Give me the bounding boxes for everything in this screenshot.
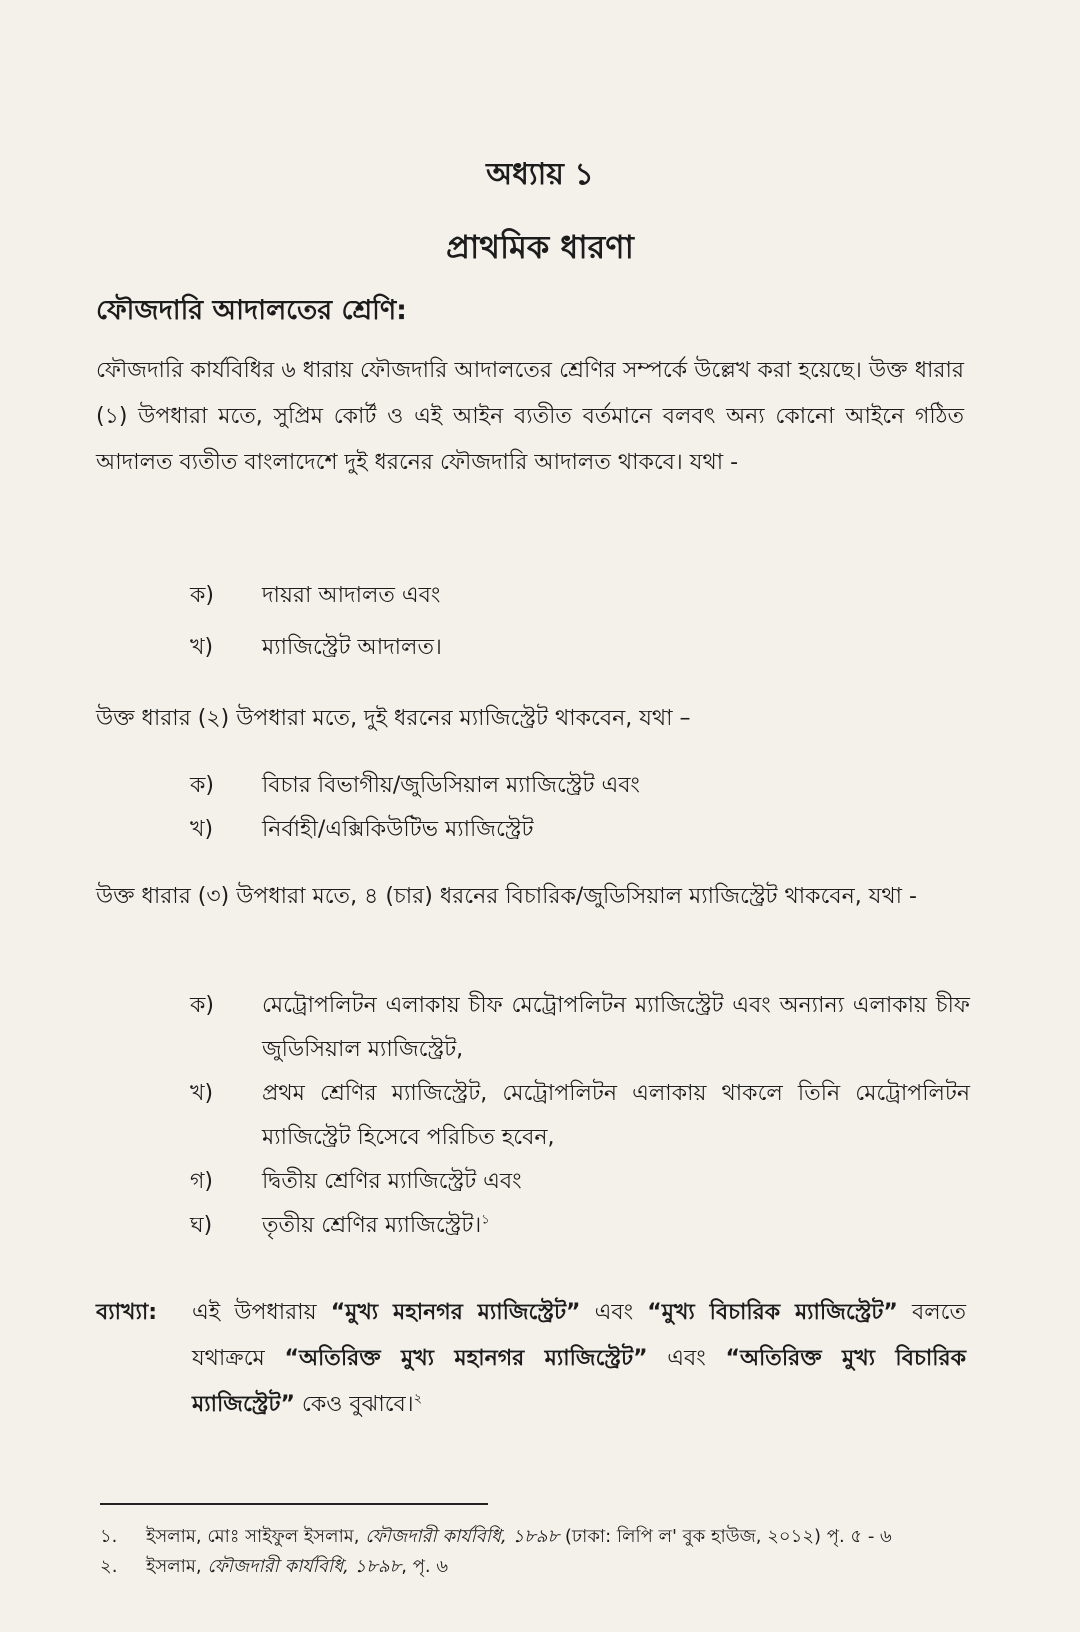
list-text [262, 1204, 970, 1248]
court-types-list [190, 574, 970, 670]
chapter-subtitle: প্রাথমিক ধারণা [446, 228, 634, 266]
magistrate-types-list [190, 764, 970, 852]
footnote-publication: (ঢাকা: লিপি ল' বুক হাউজ, ২০১২) পৃ. ৫ - ৬ [559, 1526, 892, 1547]
footnote-number: ২. [100, 1556, 118, 1577]
list-marker: ক) [190, 993, 214, 1018]
list-text: বিচার বিভাগীয়/জুডিসিয়াল ম্যাজিস্ট্রেট এবং [262, 773, 640, 798]
list-item [190, 808, 970, 852]
footnote-publication: , পৃ. ৬ [401, 1556, 449, 1577]
footnote-ref-2[interactable]: ২ [413, 1391, 423, 1407]
explanation-text: বলতে যথাক্রমে [192, 1300, 966, 1371]
list-text: ম্যাজিস্ট্রেট আদালত। [262, 635, 442, 660]
explanation-term: “মুখ্য মহানগর ম্যাজিস্ট্রেট” [330, 1300, 581, 1325]
list-marker: খ) [190, 817, 214, 842]
list-item [190, 626, 970, 670]
list-item [190, 984, 970, 1072]
list-marker: গ) [190, 1169, 214, 1194]
explanation-text: কেও বুঝাবে। [294, 1392, 414, 1417]
explanation [96, 1290, 966, 1428]
footnote-author: ইসলাম, মোঃ সাইফুল ইসলাম, [146, 1526, 366, 1547]
footnote-text [146, 1552, 448, 1582]
paragraph-3: উক্ত ধারার (৩) উপধারা মতে, ৪ (চার) ধরনের বিচারিক/জুডিসিয়াল ম্যাজিস্ট্রেট থাকবেন, যথা - [96, 884, 917, 909]
list-item [190, 1072, 970, 1160]
explanation-term: “মুখ্য বিচারিক ম্যাজিস্ট্রেট” [647, 1300, 898, 1325]
list-marker: ক) [190, 583, 214, 608]
footnote-item [100, 1552, 980, 1582]
list-text: দ্বিতীয় শ্রেণির ম্যাজিস্ট্রেট এবং [262, 1169, 522, 1194]
footnote-number: ১. [100, 1526, 118, 1547]
explanation-text: এই উপধারায় [192, 1300, 331, 1325]
footnote-author: ইসলাম, [146, 1556, 208, 1577]
footnote-book-title: ফৌজদারী কার্যবিধি, ১৮৯৮ [365, 1526, 560, 1547]
list-marker: ক) [190, 773, 214, 798]
list-item [190, 764, 970, 808]
explanation-text: এবং [647, 1346, 726, 1371]
footnote-item [100, 1522, 980, 1552]
footnote-text [146, 1522, 892, 1552]
footnotes [100, 1522, 980, 1582]
footnote-divider [100, 1503, 488, 1505]
judicial-magistrate-list [190, 984, 970, 1248]
list-text: প্রথম শ্রেণির ম্যাজিস্ট্রেট, মেট্রোপলিটন এলাকায় থাকলে তিনি মেট্রোপলিটন ম্যাজিস্ট্রেট হিসেবে পরিচিত হবেন, [262, 1081, 970, 1150]
chapter-title: অধ্যায় ১ [486, 157, 594, 192]
list-marker: খ) [190, 1081, 214, 1106]
explanation-term: “অতিরিক্ত মুখ্য বিচারিক ম্যাজিস্ট্রেট” [192, 1346, 967, 1417]
list-text: নির্বাহী/এক্সিকিউটিভ ম্যাজিস্ট্রেট [262, 817, 534, 842]
explanation-label: ব্যাখ্যা: [96, 1300, 158, 1325]
list-marker: ঘ) [190, 1213, 213, 1238]
footnote-ref-1[interactable]: ১ [481, 1212, 490, 1228]
list-marker: খ) [190, 635, 214, 660]
explanation-body [192, 1290, 966, 1428]
explanation-term: “অতিরিক্ত মুখ্য মহানগর ম্যাজিস্ট্রেট” [284, 1346, 648, 1371]
paragraph-1: ফৌজদারি কার্যবিধির ৬ ধারায় ফৌজদারি আদালতের শ্রেণির সম্পর্কে উল্লেখ করা হয়েছে। উক্ত ধারার (১) উপধারা মতে, সুপ্রিম কোর্ট ও এই আইন ব্যতীত বর্তমানে বলবৎ অন্য কোনো আইনে গঠিত আদালত ব্যতীত বাংলাদেশে দুই ধরনের ফৌজদারি আদালত থাকবে। যথা - [96, 358, 964, 475]
list-item [190, 574, 970, 618]
list-text-content: তৃতীয় শ্রেণির ম্যাজিস্ট্রেট। [262, 1213, 482, 1238]
list-item [190, 1204, 970, 1248]
paragraph-2: উক্ত ধারার (২) উপধারা মতে, দুই ধরনের ম্যাজিস্ট্রেট থাকবেন, যথা – [96, 706, 691, 731]
footnote-book-title: ফৌজদারী কার্যবিধি, ১৮৯৮ [207, 1556, 402, 1577]
section-heading: ফৌজদারি আদালতের শ্রেণি: [96, 295, 407, 326]
list-text: দায়রা আদালত এবং [262, 583, 441, 608]
explanation-text: এবং [580, 1300, 648, 1325]
list-text: মেট্রোপলিটন এলাকায় চীফ মেট্রোপলিটন ম্যাজিস্ট্রেট এবং অন্যান্য এলাকায় চীফ জুডিসিয়াল ম্যাজিস্ট্রেট, [262, 993, 970, 1062]
list-item [190, 1160, 970, 1204]
